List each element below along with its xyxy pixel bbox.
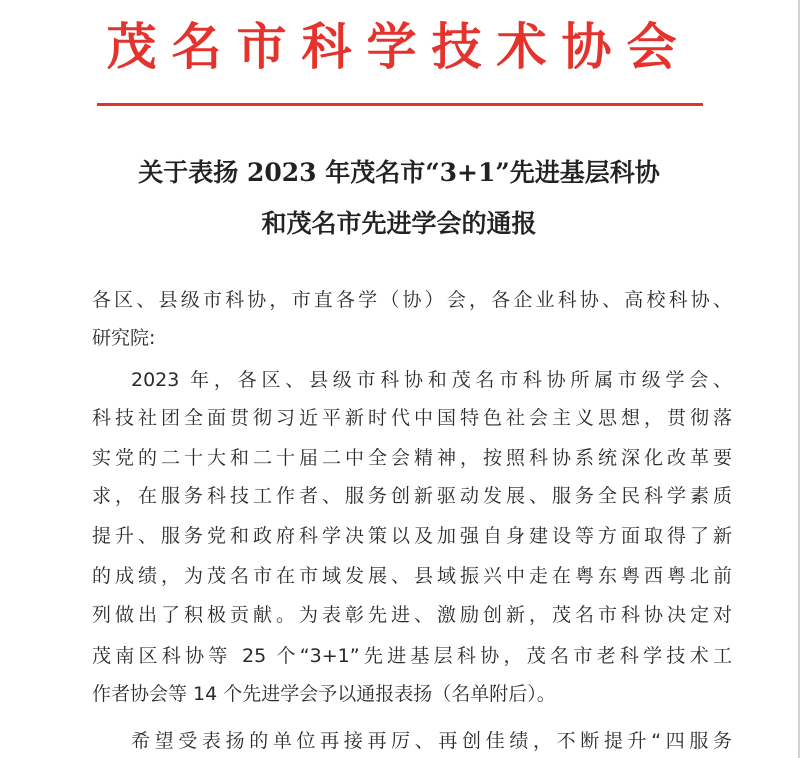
paragraph-1-line-5: 提升、服务党和政府科学决策以及加强自身建设等方面取得了新 (92, 525, 732, 547)
paragraph-1-line-8: 茂南区科协等 25 个“3+1”先进基层科协，茂名市老科学技术工 (92, 645, 732, 667)
paragraph-1-line-4: 求，在服务科技工作者、服务创新驱动发展、服务全民科学素质 (92, 485, 732, 507)
salutation-line-2: 研究院: (92, 327, 156, 349)
letterhead-red-rule (97, 103, 703, 106)
document-title-line-2: 和茂名市先进学会的通报 (261, 209, 537, 238)
salutation-line-1: 各区、县级市科协，市直各学（协）会，各企业科协、高校科协、 (92, 289, 732, 311)
paragraph-1-line-3: 实党的二十大和二十届二中全会精神，按照科协系统深化改革要 (92, 447, 732, 469)
paragraph-2-line-1: 希望受表扬的单位再接再厉、再创佳绩，不断提升“四服务 (131, 730, 732, 752)
paragraph-1-line-2: 科技社团全面贯彻习近平新时代中国特色社会主义思想，贯彻落 (92, 407, 732, 429)
document-title-line-1: 关于表扬 2023 年茂名市“3+1”先进基层科协 (138, 158, 660, 187)
letterhead-org-name: 茂名市科学技术协会 (106, 17, 692, 76)
paragraph-1-line-7: 列做出了积极贡献。为表彰先进、激励创新，茂名市科协决定对 (92, 604, 732, 626)
paragraph-1-line-1: 2023 年，各区、县级市科协和茂名市科协所属市级学会、 (131, 369, 732, 391)
paragraph-1-line-6: 的成绩，为茂名市在市域发展、县域振兴中走在粤东粤西粤北前 (92, 565, 732, 587)
paragraph-1-line-9: 作者协会等 14 个先进学会予以通报表扬（名单附后）。 (92, 683, 556, 705)
